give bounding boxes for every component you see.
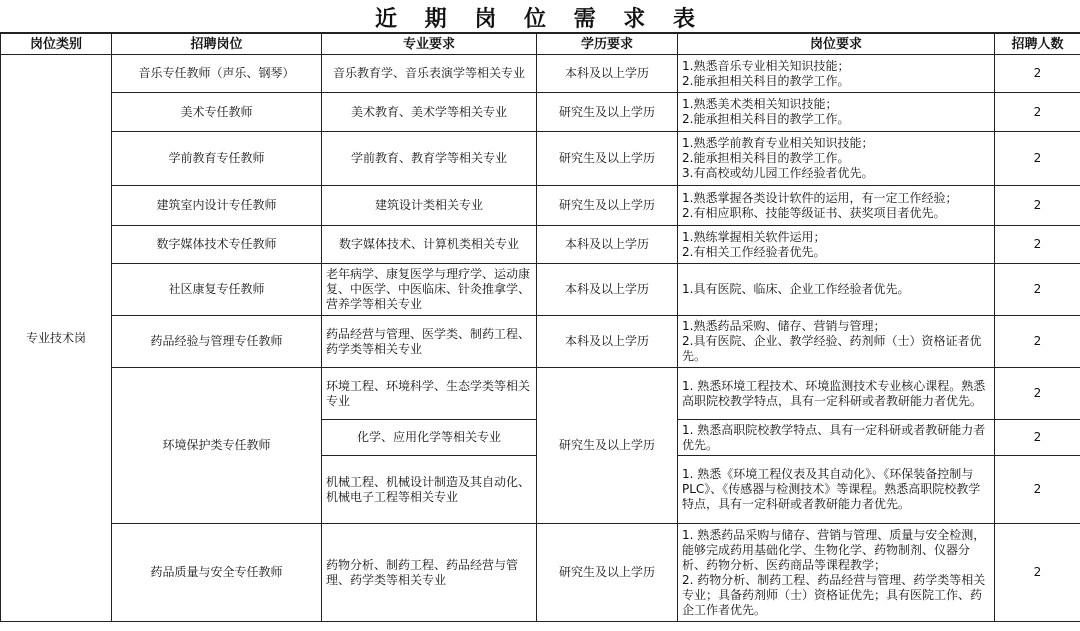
education-cell: 本科及以上学历 [537, 316, 678, 368]
requirement-line: 1. 熟悉药品采购与储存、营销与管理、质量与安全检测，能够完成药用基础化学、生物化学、药物制剂、仪器分析、药物分析、医药商品等课程教学； [682, 527, 986, 572]
education-cell: 研究生及以上学历 [537, 132, 678, 186]
count-cell: 2 [995, 264, 1080, 316]
requirements-cell [678, 264, 995, 316]
count-cell: 2 [995, 368, 1080, 420]
header-requirements: 岗位要求 [678, 34, 995, 55]
post-cell: 药品经验与管理专任教师 [112, 316, 322, 368]
requirement-line: 2.有相应职称、技能等级证书、获奖项目者优先。 [682, 205, 946, 220]
table-row [1, 186, 1080, 226]
requirements-cell [678, 524, 995, 622]
post-cell: 环境保护类专任教师 [112, 368, 322, 524]
post-cell: 音乐专任教师（声乐、钢琴） [112, 55, 322, 93]
header-post: 招聘岗位 [112, 34, 322, 55]
job-table [0, 33, 1080, 622]
education-cell: 研究生及以上学历 [537, 524, 678, 622]
major-cell: 音乐教育学、音乐表演学等相关专业 [322, 55, 537, 93]
requirement-line: 2.具有医院、企业、教学经验、药剂师（士）资格证者优先。 [682, 334, 982, 363]
requirement-line: 2.能承担相关科目的教学工作。 [682, 112, 850, 126]
major-cell: 环境工程、环境科学、生态学类等相关专业 [322, 368, 537, 420]
requirements-cell [678, 368, 995, 420]
requirement-line: 1.熟悉药品采购、储存、营销与管理； [682, 319, 886, 333]
header-education: 学历要求 [537, 34, 678, 55]
requirements-cell [678, 420, 995, 456]
table-row [1, 264, 1080, 316]
post-cell: 建筑室内设计专任教师 [112, 186, 322, 226]
table-row [1, 132, 1080, 186]
post-cell: 数字媒体技术专任教师 [112, 226, 322, 264]
requirement-line: 1. 熟悉高职院校教学特点、具有一定科研或者教研能力者优先。 [682, 422, 986, 452]
title-bar [0, 2, 1080, 33]
header-major: 专业要求 [322, 34, 537, 55]
header-count: 招聘人数 [995, 34, 1080, 55]
count-cell: 2 [995, 316, 1080, 368]
page-title: 近 期 岗 位 需 求 表 [375, 5, 705, 32]
requirement-line: 2.能承担相关科目的教学工作。 [682, 151, 850, 165]
requirement-line: 1.熟悉音乐专业相关知识技能； [682, 58, 850, 73]
major-cell: 美术教育、美术学等相关专业 [322, 93, 537, 132]
count-cell: 2 [995, 456, 1080, 524]
requirements-cell [678, 55, 995, 93]
major-cell: 化学、应用化学等相关专业 [322, 420, 537, 456]
education-cell: 本科及以上学历 [537, 55, 678, 93]
major-cell: 药品经营与管理、医学类、制药工程、药学类等相关专业 [322, 316, 537, 368]
count-cell: 2 [995, 132, 1080, 186]
major-cell: 建筑设计类相关专业 [322, 186, 537, 226]
requirement-line: 2.能承担相关科目的教学工作。 [682, 73, 850, 88]
count-cell: 2 [995, 420, 1080, 456]
count-cell: 2 [995, 186, 1080, 226]
education-cell: 研究生及以上学历 [537, 368, 678, 524]
requirements-cell [678, 132, 995, 186]
requirement-line: 1. 熟悉《环境工程仪表及其自动化》、《环保装备控制与PLC》、《传感器与检测技术》等课程。熟悉高职院校教学特点，具有一定科研或者教研能力者优先。 [682, 467, 981, 511]
requirement-line: 1. 熟悉环境工程技术、环境监测技术专业核心课程。熟悉高职院校教学特点，具有一定科研或者教研能力者优先。 [682, 378, 986, 408]
major-cell: 老年病学、康复医学与理疗学、运动康复、中医学、中医临床、针灸推拿学、营养学等相关专业 [322, 264, 537, 316]
table-row [1, 93, 1080, 132]
requirement-line: 1.具有医院、临床、企业工作经验者优先。 [682, 282, 910, 296]
requirement-line: 1.熟悉美术类相关知识技能； [682, 97, 838, 111]
post-cell: 美术专任教师 [112, 93, 322, 132]
education-cell: 本科及以上学历 [537, 264, 678, 316]
header-category: 岗位类别 [1, 34, 112, 55]
table-row [1, 226, 1080, 264]
requirements-cell [678, 93, 995, 132]
requirements-cell [678, 226, 995, 264]
table-row [1, 368, 1080, 420]
post-cell: 学前教育专任教师 [112, 132, 322, 186]
post-cell: 药品质量与安全专任教师 [112, 524, 322, 622]
major-cell: 学前教育、教育学等相关专业 [322, 132, 537, 186]
major-cell: 药物分析、制药工程、药品经营与管理、药学类等相关专业 [322, 524, 537, 622]
major-cell: 数字媒体技术、计算机类相关专业 [322, 226, 537, 264]
table-row [1, 55, 1080, 93]
requirements-cell [678, 316, 995, 368]
table-row [1, 524, 1080, 622]
count-cell: 2 [995, 524, 1080, 622]
requirement-line: 3.有高校或幼儿园工作经验者优先。 [682, 166, 874, 180]
category-cell: 专业技术岗 [1, 55, 112, 622]
count-cell: 2 [995, 93, 1080, 132]
major-cell: 机械工程、机械设计制造及其自动化、机械电子工程等相关专业 [322, 456, 537, 524]
table-row [1, 316, 1080, 368]
education-cell: 本科及以上学历 [537, 226, 678, 264]
requirements-cell [678, 456, 995, 524]
requirement-line: 1.熟悉掌握各类设计软件的运用，有一定工作经验； [682, 190, 958, 205]
requirement-line: 2. 药物分析、制药工程、药品经营与管理、药学类等相关专业；具备药剂师（士）资格证优先；具有医院工作、药企工作者优先。 [682, 572, 986, 617]
count-cell: 2 [995, 55, 1080, 93]
requirement-line: 1.熟悉学前教育专业相关知识技能； [682, 136, 874, 150]
count-cell: 2 [995, 226, 1080, 264]
requirement-line: 1.熟练掌握相关软件运用； [682, 229, 826, 244]
post-cell: 社区康复专任教师 [112, 264, 322, 316]
education-cell: 研究生及以上学历 [537, 93, 678, 132]
education-cell: 研究生及以上学历 [537, 186, 678, 226]
requirements-cell [678, 186, 995, 226]
requirement-line: 2.有相关工作经验者优先。 [682, 244, 826, 259]
header-row [1, 34, 1080, 55]
